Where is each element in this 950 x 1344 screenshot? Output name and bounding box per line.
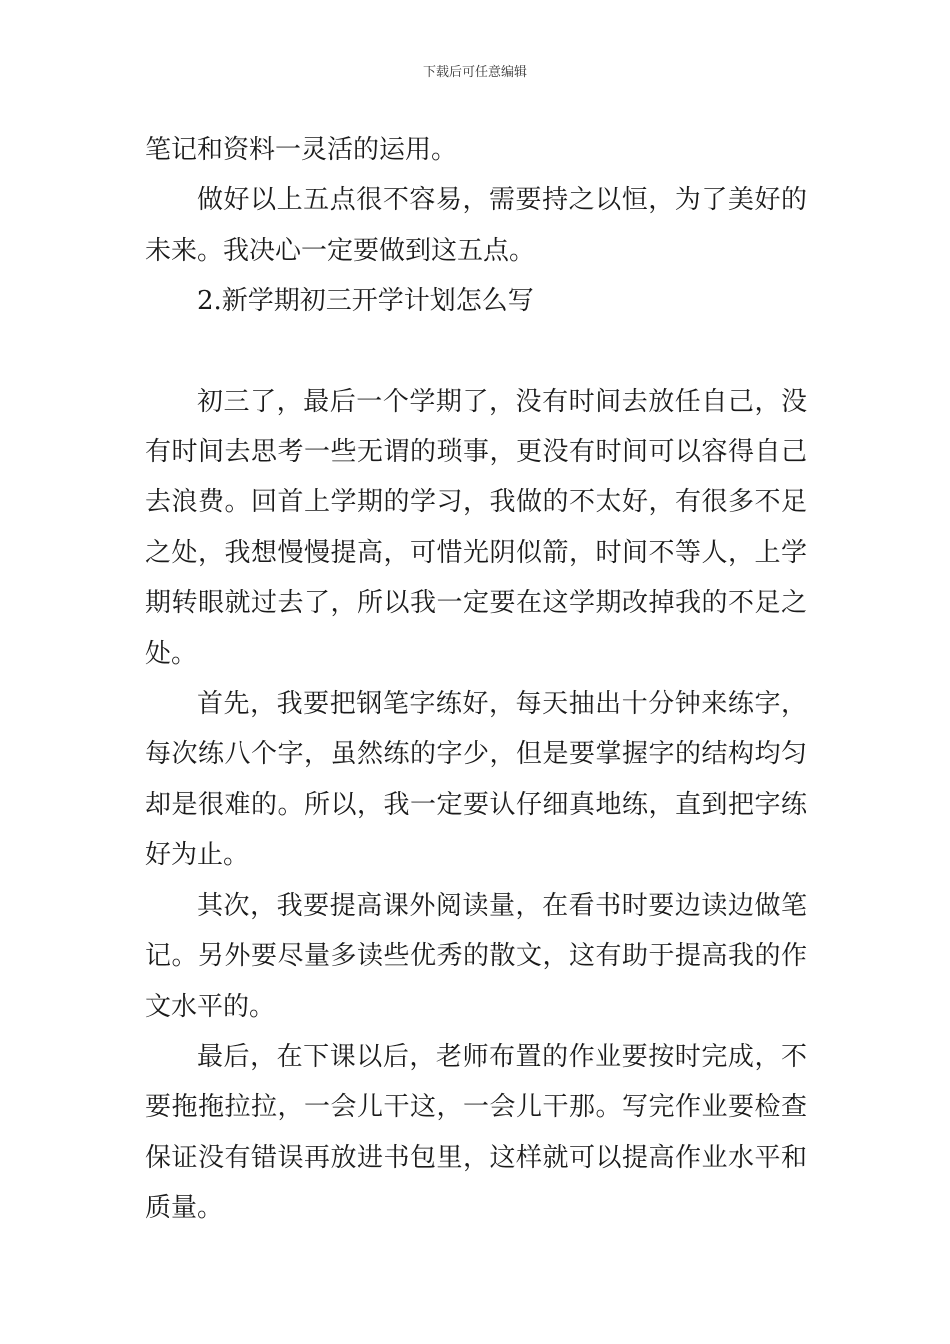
section-heading: 2.新学期初三开学计划怎么写 [197,286,534,317]
paragraph-continuation: 笔记和资料一灵活的运用。 [145,135,458,165]
document-body [145,125,807,1234]
page-header: 下载后可任意编辑 [422,65,527,80]
paragraph-second: 其次，我要提高课外阅读量，在看书时要边读边做笔记。另外要尽量多读些优秀的散文，这有助于提高我的作文水平的。 [145,890,807,1022]
paragraph-first: 首先，我要把钢笔字练好，每天抽出十分钟来练字，每次练八个字，虽然练的字少，但是要掌握字的结构均匀却是很难的。所以，我一定要认仔细真地练，直到把字练好为止。 [145,689,807,871]
blank-line [145,327,807,377]
paragraph-intro: 初三了，最后一个学期了，没有时间去放任自己，没有时间去思考一些无谓的琐事，更没有时间可以容得自己去浪费。回首上学期的学习，我做的不太好，有很多不足之处，我想慢慢提高，可惜光阴似箭，时间不等人，上学期转眼就过去了，所以我一定要在这学期改掉我的不足之处。 [145,386,807,669]
paragraph-conclusion: 做好以上五点很不容易，需要持之以恒，为了美好的未来。我决心一定要做到这五点。 [145,185,807,266]
paragraph-last: 最后，在下课以后，老师布置的作业要按时完成，不要拖拖拉拉，一会儿干这，一会儿干那。写完作业要检查保证没有错误再放进书包里，这样就可以提高作业水平和质量。 [145,1041,807,1224]
